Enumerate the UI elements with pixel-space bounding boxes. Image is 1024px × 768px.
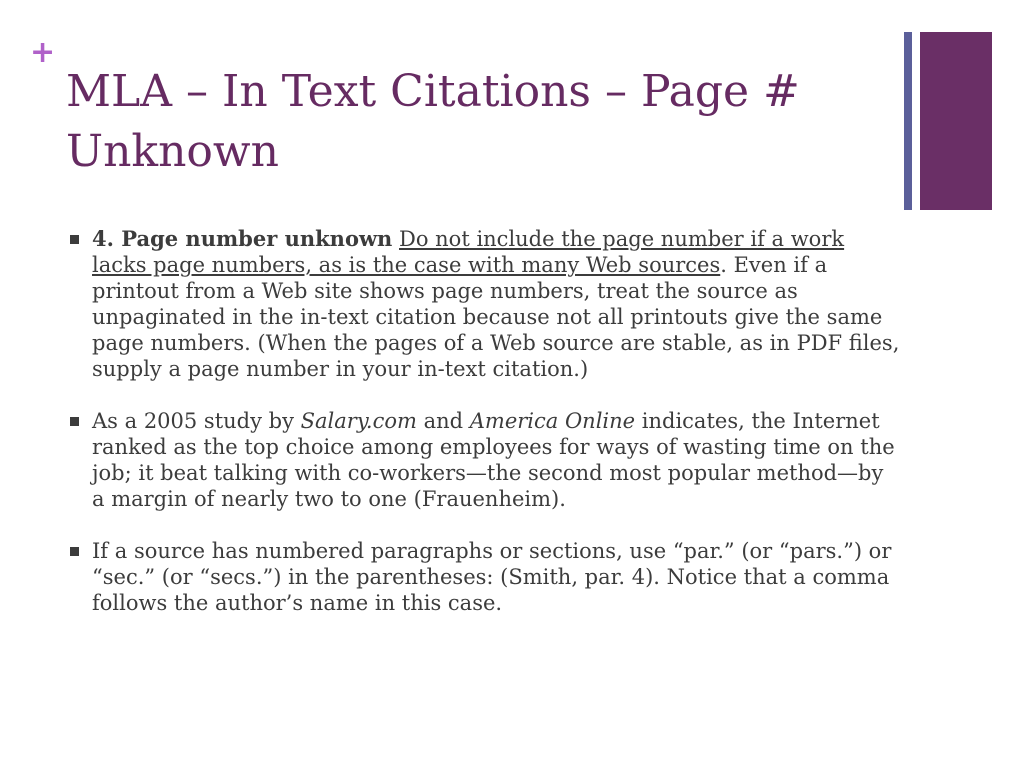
bullet-text: As a 2005 study by [92,409,301,433]
bullet-text: If a source has numbered paragraphs or sections, use “par.” (or “pars.”) or “sec.” (or “secs.”) in the parentheses: (Smith, par. 4). Notice that a comma follows the author’s name in this case. [92,539,892,615]
accent-bar-thick [920,32,992,210]
bullet-marker-icon [70,417,79,426]
bullet-list [70,226,900,642]
bullet-text: and [416,409,470,433]
accent-bar-thin [904,32,912,210]
bullet-marker-icon [70,235,79,244]
bullet-item [70,408,900,512]
underlined-rule: Do not include the page number if a work lacks page numbers, as is the case with many Web sources [92,227,845,277]
bullet-marker-icon [70,547,79,556]
bullet-text: . Even if a printout from a Web site shows page numbers, treat the source as unpaginated in the in-text citation because not all printouts give the same page numbers. (When the pages of a Web source are stable, as in PDF files, supply a page number in your in-text citation.) [92,253,900,381]
source-title: Salary.com [300,409,417,433]
bullet-text: indicates, the Internet ranked as the top choice among employees for ways of wasting time on the job; it beat talking with co-workers—the second most popular method—by a margin of nearly two to one (Frauenheim). [92,409,895,511]
slide-title: MLA – In Text Citations – Page # Unknown [66,66,800,177]
plus-icon: + [30,35,56,70]
bullet-heading: 4. Page number unknown [92,226,393,251]
source-title: America Online [469,409,636,433]
bullet-item [70,538,900,616]
bullet-item [70,226,900,382]
